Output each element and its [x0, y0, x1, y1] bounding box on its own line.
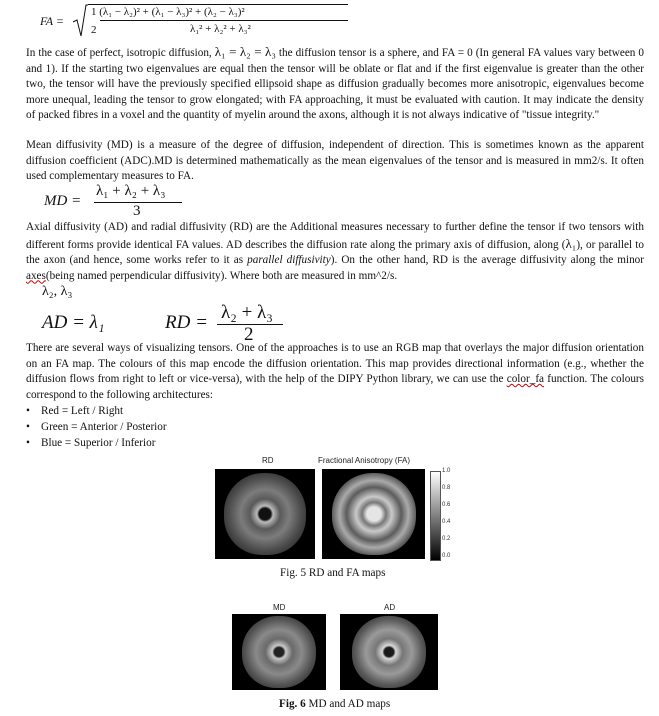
rd-map-image [215, 469, 315, 559]
rd-lhs: RD = [165, 312, 208, 333]
paragraph-text: Mean diffusivity (MD) is a measure of the degree of diffusion, independent of direction. This is sometimes known as the apparent diffusion coefficient (ADC).MD is determined mathematically as the mean eigenvalues of the tensor and is measured in mm2/s. It often used complementary measures to FA. [26, 139, 644, 182]
fig5-label-rd: RD [262, 456, 274, 465]
fa-lhs: FA = [40, 14, 64, 28]
ad-equation: AD = λ₁ [42, 312, 105, 333]
list-item: • Green = Anterior / Posterior [26, 419, 167, 435]
fig5-caption: Fig. 5 RD and FA maps [280, 567, 386, 579]
fig6-label-ad: AD [384, 603, 396, 612]
paragraph-visualizing [26, 341, 644, 403]
paragraph-text: There are several ways of visualizing tensors. One of the approaches is to use an RGB map that overlays the major diffusion orientation on an FA map. The colours of this map encode the diffusion orientation. This map provides directional information (e.g., whether the diffusion flows from right to left or vice-versa), with the help of the DIPY Python library, we can use the [26, 342, 644, 385]
paragraph-text: In the case of perfect, isotropic diffusion, [26, 47, 215, 59]
paragraph-text: ). On the other hand, RD is the average diffusivity along the minor [330, 254, 645, 266]
lambda-two-three: λ₂, λ₃ [42, 284, 73, 299]
list-item: • Blue = Superior / Inferior [26, 435, 167, 451]
colorbar-tick: 0.0 [442, 553, 451, 559]
fig6-caption-text: MD and AD maps [305, 698, 391, 710]
lambda-one: λ₁ [565, 235, 577, 251]
ad-map-image [340, 614, 438, 690]
fig5-label-fa: Fractional Anisotropy (FA) [318, 456, 411, 465]
rd-numerator: λ₂ + λ₃ [221, 302, 273, 323]
fa-half: 2 [91, 24, 97, 36]
fig6-caption-label: Fig. 6 [279, 698, 306, 710]
fig6-caption [279, 698, 390, 710]
spellcheck-word: axes [26, 269, 46, 282]
italic-term: parallel diffusivity [247, 254, 331, 266]
rd-denominator: 2 [244, 324, 254, 345]
fa-colorbar [430, 471, 441, 561]
paragraph-text: ), or parallel to the axon (and hence, some works refer to it as [26, 238, 644, 266]
sqrt-sign-icon [72, 4, 88, 38]
paragraph-isotropic [26, 44, 644, 124]
fa-numerator: 1 (λ₁ − λ₂)² + (λ₁ − λ₃)² + (λ₂ − λ₃)² [91, 6, 245, 18]
paragraph-text: the diffusion tensor is a sphere, and FA = 0 (In general FA values vary between 0 and 1). If the starting two eigenvalues are equal then the tensor will be oblate or flat and if the first eigenvalue is greater than the other two, the tensor will have the previously specified ellipsoid shape as diffusion gradually becomes more anisotropic, eigenvalues become more unequal, leading the tensor to grow elongated; with FA approaching, it must be evaluated with caution. It may indicate the density of packed fibres in a voxel and the quantity of myelin around the axons, although it is not always indicative of "tissue integrity." [26, 47, 645, 121]
paragraph-mean-diffusivity [26, 138, 644, 185]
lambda-equality: λ₁ = λ₂ = λ₃ [214, 44, 276, 59]
list-item: • Red = Left / Right [26, 403, 167, 419]
paragraph-text: (being named perpendicular diffusivity). Where both are measured in mm^2/s. [45, 269, 398, 282]
md-map-image [232, 614, 326, 690]
md-denominator: 3 [133, 203, 141, 219]
fa-denominator: λ₁² + λ₂² + λ₃² [190, 23, 251, 35]
fa-map-image [322, 469, 425, 559]
architecture-list [26, 403, 167, 451]
function-name: color_fa [506, 373, 545, 385]
md-lhs: MD = [44, 193, 82, 209]
paragraph-axial-radial [26, 220, 644, 284]
paragraph-text: function. The colours correspond to the following architectures: [26, 373, 644, 401]
colorbar-tick: 1.0 [442, 468, 451, 474]
paragraph-text: Axial diffusivity (AD) and radial diffusivity (RD) are the Additional measures necessary to further define the tensor if two tensors with different forms provide identical FA values. AD describes the diffusion rate along the primary axis of diffusion, along ( [26, 221, 644, 251]
md-numerator: λ₁ + λ₂ + λ₃ [96, 183, 166, 199]
colorbar-tick: 0.6 [442, 502, 451, 508]
colorbar-tick: 0.4 [442, 519, 451, 525]
colorbar-tick: 0.8 [442, 485, 451, 491]
fig6-label-md: MD [273, 603, 286, 612]
colorbar-tick: 0.2 [442, 536, 451, 542]
